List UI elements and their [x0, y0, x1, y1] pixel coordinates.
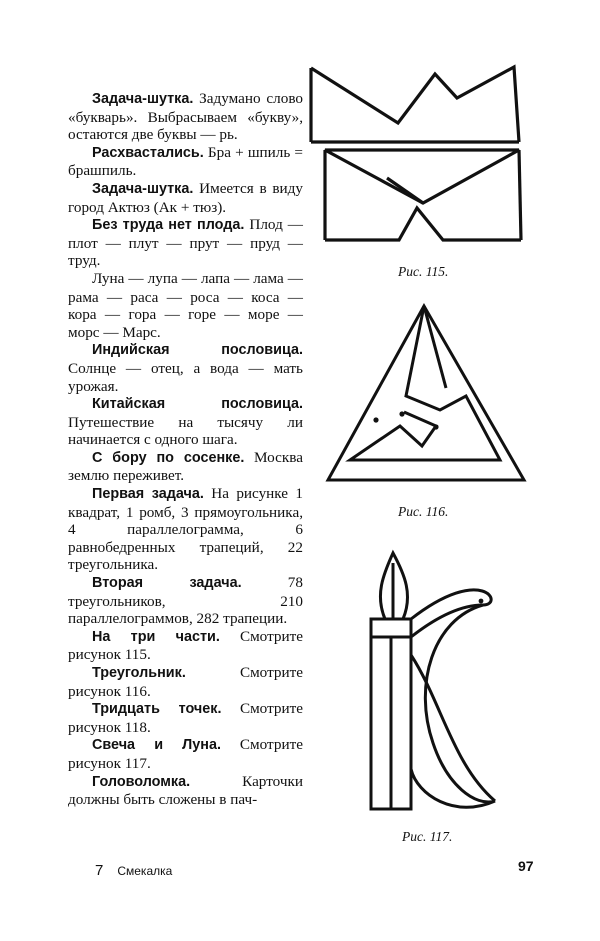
answer-entry [68, 395, 303, 449]
entry-body: Смотрите рисунок 118. [68, 700, 304, 736]
fig115-bottom-line [325, 208, 521, 240]
fig116-dot [399, 411, 404, 416]
answer-entry [68, 485, 303, 574]
fig116-inner-spine [424, 306, 446, 388]
figure-115-drawing [305, 60, 537, 260]
entry-body: Луна — лупа — лапа — лама — рама — раса — роса — коса — кора — гора — горе — море — морс — Марс. [68, 269, 303, 341]
entry-title: Первая задача. [92, 486, 204, 503]
entry-title: Задача-шутка. [92, 180, 194, 197]
entry-body: Москва землю переживет. [68, 448, 303, 485]
fig115-diag [387, 178, 423, 203]
caption-116: Рис. 116. [398, 504, 449, 519]
fig115-right-edge [519, 150, 521, 240]
answer-entry [68, 270, 303, 341]
entry-title: Китайская пословица. [92, 396, 303, 413]
caption-117: Рис. 117. [402, 829, 453, 844]
entry-title: Задача-шутка. [92, 91, 194, 107]
entry-body: Карточки должны быть сложены в пач- [68, 772, 303, 809]
entry-title: Без труда нет плода. [92, 217, 245, 234]
answer-entry [68, 736, 303, 772]
fig115-inner-wedge [325, 150, 519, 203]
answer-entry [68, 700, 303, 736]
entry-body: Смотрите рисунок 117. [68, 736, 303, 772]
answer-entry [68, 180, 303, 216]
answer-entry [68, 574, 303, 628]
answer-entry [68, 341, 303, 395]
answer-entry [68, 90, 303, 144]
figure-116-drawing [320, 300, 532, 490]
answer-entry [68, 773, 303, 809]
entry-body: Задумано слово «букварь». Выбрасываем «букву», остаются две буквы — рь. [68, 90, 303, 144]
answer-entry [68, 664, 303, 700]
fig116-dot [373, 417, 378, 422]
entry-body: Бра + шпиль = брашпиль. [68, 143, 303, 180]
answer-entry [68, 449, 303, 485]
entry-title: Индийская пословица. [92, 342, 303, 359]
entry-body: Путешествие на тысячу ли начинается с одного шага. [68, 413, 303, 449]
page-number: 97 [518, 858, 534, 874]
entry-body: Солнце — отец, а вода — мать урожая. [68, 359, 303, 395]
fig116-dot [433, 424, 438, 429]
entry-title: Головоломка. [92, 773, 191, 790]
answer-entry [68, 144, 303, 180]
figure-116 [320, 300, 532, 490]
entry-title: С бору по сосенке. [92, 449, 245, 466]
entry-title: Тридцать точек. [92, 701, 222, 718]
entry-body: Имеется в виду город Актюз (Ак + тюз). [68, 179, 303, 216]
signature-text: Смекалка [117, 864, 173, 878]
fig117-dot [479, 599, 484, 604]
entry-body: 78 треугольников, 210 параллелограммов, 282 трапеции. [68, 574, 303, 628]
figure-117-drawing [355, 545, 505, 820]
entry-title: На три части. [92, 628, 220, 645]
entry-body: Смотрите рисунок 115. [68, 627, 303, 664]
entry-title: Расхвастались. [92, 144, 204, 161]
answer-entry [68, 628, 303, 664]
fig117-moon-outer [411, 590, 495, 807]
answer-entry [68, 216, 303, 270]
entry-body: Смотрите рисунок 116. [68, 664, 303, 700]
fig116-inner-path [350, 306, 500, 460]
entry-body: На рисунке 1 квадрат, 1 ромб, 3 прямоугольника, 4 параллелограмма, 6 равнобедренных трапеций, 22 треугольника. [68, 485, 304, 574]
entry-title: Треугольник. [92, 665, 186, 681]
figure-115 [305, 60, 537, 260]
figure-117 [355, 545, 505, 820]
entry-body: Плод — плот — плут — прут — пруд — труд. [68, 216, 303, 270]
entry-title: Свеча и Луна. [92, 737, 221, 754]
signature-number: 7 [95, 862, 104, 879]
entry-title: Вторая задача. [92, 575, 242, 592]
answers-column [68, 90, 303, 809]
signature-mark [95, 862, 172, 879]
fig115-top-zigzag [311, 67, 519, 142]
caption-115: Рис. 115. [398, 264, 449, 279]
